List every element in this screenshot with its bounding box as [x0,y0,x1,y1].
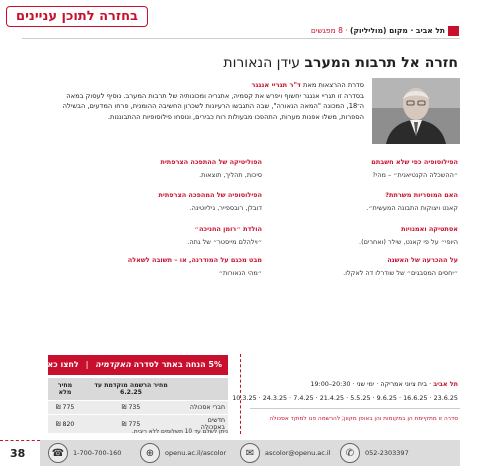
topics-left-column [112,158,262,278]
lecturer-bio [62,80,364,122]
page-title [223,55,458,71]
topic-desc: דובלן, רובספייר, גיליוטינה. [189,204,262,212]
topic-item [112,158,262,180]
footer-website[interactable] [140,443,226,463]
back-to-contents-button[interactable]: בחזרה לתוכן עניינים [6,6,148,27]
topic-item [308,191,458,213]
whatsapp-icon: ✆ [340,443,360,463]
schedule-dates: 23.6.25 · 16.6.25 · 9.6.25 · 5.5.25 · 21.4.25 · 7.4.25 · 24.3.25 · 10.3.25 [232,394,458,402]
topic-item [112,191,262,213]
schedule-place [310,380,458,388]
topic-desc: קאנט ויצוקות התבונה המעשית״. [366,204,458,212]
topic-title: הולדת ״רומן החניכה״ [194,225,262,233]
divider-bar: | [85,360,89,369]
phone-hotline-text: 1-700-700-160 [73,449,122,457]
accent-square [448,26,459,36]
top-divider [22,38,460,39]
globe-icon: ⊕ [140,443,160,463]
topic-title: מבט מכגם על המודרנה, או – תשובה לשאלה [127,256,262,264]
topic-title: הפילוסופיה כפי שלא חשבתם [371,158,458,166]
discount-banner[interactable] [44,355,228,375]
topic-item [308,256,458,278]
page-number: 38 [10,447,26,460]
topic-title: אסתטיקה ואמנויות [401,225,458,233]
payment-note: ניתן לשלם עד 10 תשלומים ללא ריבית. [132,429,228,435]
breadcrumb [311,26,445,35]
table-row [48,401,228,415]
topic-title: על ההכרעה של האשנה [387,256,458,264]
topic-desc: ״יחסים המסבגים״ של שודרלו דה לאקלו. [343,269,458,277]
phone-icon: ☎ [48,443,68,463]
table-header [180,378,228,401]
topic-item [112,225,262,247]
table-header: מחיר מלא [48,378,82,401]
price-table [48,378,228,433]
discount-link[interactable]: לחצו כאן [44,360,79,369]
lecturer-name: ד"ר תגריי אנגגר [251,81,301,89]
phone-text: 052-2303397 [365,449,409,457]
table-cell: 735 ₪ [82,401,180,415]
table-header-row [48,378,228,401]
table-cell: חדשים באסכולה [180,415,228,434]
topic-item [308,158,458,180]
schedule-divider [250,408,460,409]
topic-title: הפוליטיקה של ההתפכה הצרפתית [160,158,262,166]
schedule-details: · בית ציוני אמריקה · ימי שני · 20:30–19:00 [310,380,434,388]
lecturer-photo [372,78,460,144]
bio-intro: סדרת ההרצאות מאת [300,81,364,89]
topic-desc: ״ההשכלה הקנטיאנית״ – מהי? [372,171,458,179]
topic-desc: ״מהי הנאורות״ [218,269,262,277]
discount-text: 5% הנחה באתר לסדרה [133,360,222,369]
discount-brand: האקדמיה [95,360,131,369]
topic-item [308,225,458,247]
schedule-city: תל אביב [433,380,458,388]
table-cell: 820 ₪ [48,415,82,434]
topic-desc: היופי״ על פי קאנט, שילר (ואחרים). [359,238,458,246]
footer-dash [0,440,40,441]
footer-contact-bar [40,440,460,466]
topic-item [112,256,262,278]
title-bold: חזרה אל תרבות המערב [304,55,458,71]
mail-icon: ✉ [240,443,260,463]
schedule-note: סדרה זו מתקיימת הן במקומות והן באופן מקוון; להרשמה פנו למוקד אסכולה [269,416,458,422]
table-header: מחיר הרשמה מוקדמת עד 6.2.25 [82,378,180,401]
topic-title: האם המוסריות משרתת? [385,191,458,199]
topics-right-column [308,158,458,278]
topic-title: הפילוסופיה של המהפכה הצרפתית [158,191,262,199]
breadcrumb-sessions: · 8 מפגשים [310,26,348,35]
topic-desc: ״וילהלם מייסטר״ של גתה. [187,238,262,246]
footer-phone[interactable] [340,443,409,463]
table-cell: חברי אסכולה [180,401,228,415]
website-text: openu.ac.il/ascolor [165,449,227,457]
title-light: עידן הנאורות [223,55,305,71]
footer-phone-hotline[interactable] [48,443,121,463]
breadcrumb-location: תל אביב · מקום (מוליליוק) [350,26,445,35]
topic-desc: סיכות, תהליך, תוצאות. [199,171,262,179]
email-text: ascolor@openu.ac.il [265,449,331,457]
table-cell: 775 ₪ [48,401,82,415]
footer-email[interactable] [240,443,331,463]
table-cell: 775 ₪ [82,415,180,434]
bio-text: בסדרה זו תגריי אנגגר יחשוף ויפרש את קסמיה, אתגריה ומכונותיה של תרבות המערב. נוסיף לעסוק במאה ה־18, המכונה "המאה הנאורה", שבה התגבשו הרעיונות לשכרון החשיבה ההומנית, פרחו המדעים, הבשילה הספרות, משלו אפנות מערות, התהפכו מבעולות רוח כבירים, ונוסחו פילוסופיות ההתבוננות. [62,91,364,121]
